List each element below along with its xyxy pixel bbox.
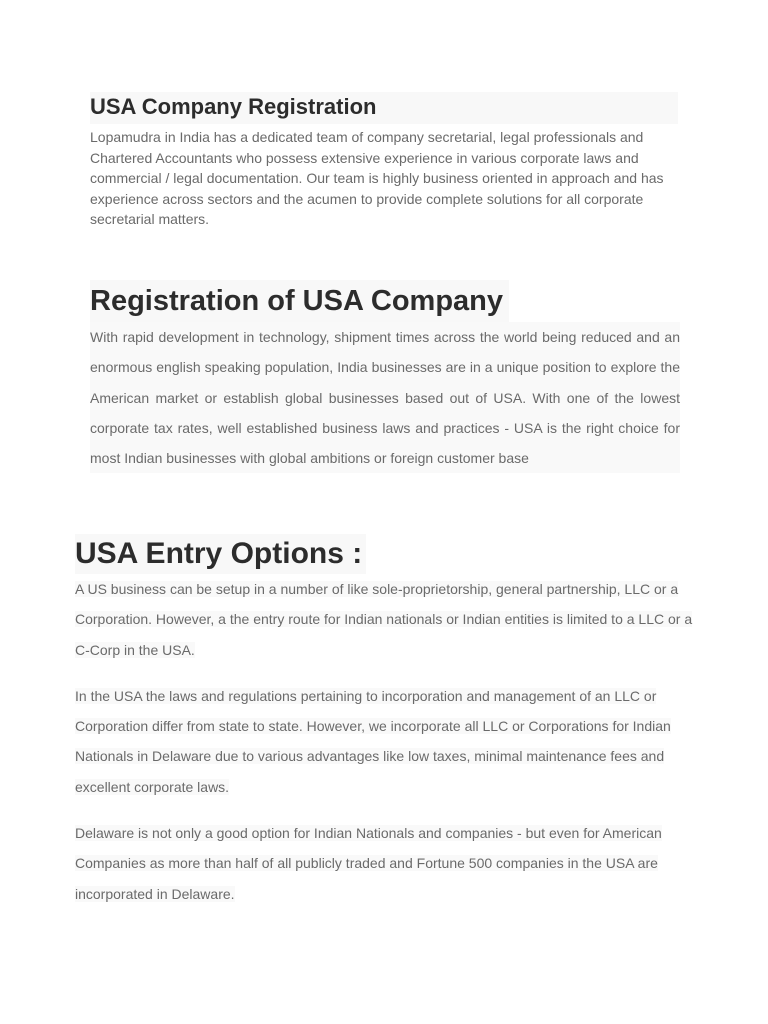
section-heading-company-registration: USA Company Registration <box>90 92 678 124</box>
section-heading-registration-of-usa-company: Registration of USA Company <box>90 280 509 322</box>
intro-section <box>90 92 678 230</box>
intro-paragraph: Lopamudra in India has a dedicated team of company secretarial, legal professionals and Chartered Accountants who possess extensive experience in various corporate laws and commercial / legal documentation. Our team is highly business oriented in approach and has experience across sectors and the acumen to provide complete solutions for all corporate secretarial matters. <box>90 129 664 227</box>
entry-paragraph-delaware <box>75 818 695 909</box>
section-heading-entry-options: USA Entry Options : <box>75 534 366 574</box>
entry-paragraph-state-laws <box>75 681 695 802</box>
registration-section <box>90 280 680 473</box>
entry-options-section <box>75 534 695 925</box>
registration-paragraph: With rapid development in technology, shipment times across the world being reduced and an enormous english speaking population, India businesses are in a unique position to explore the American market or establish global businesses based out of USA. With one of the lowest corporate tax rates, well established business laws and practices - USA is the right choice for most Indian businesses with global ambitions or foreign customer base <box>90 322 680 473</box>
entry-paragraph-business-setup <box>75 574 695 665</box>
entry-paragraph-delaware-text: Delaware is not only a good option for Indian Nationals and companies - but even for American Companies as more than half of all publicly traded and Fortune 500 companies in the USA are incorporated in Delaware. <box>75 825 662 902</box>
entry-paragraph-business-setup-text: A US business can be setup in a number of like sole-proprietorship, general partnership, LLC or a Corporation. However, a the entry route for Indian nationals or Indian entities is limited to a LLC or a C-Corp in the USA. <box>75 581 693 658</box>
entry-paragraph-state-laws-text: In the USA the laws and regulations pertaining to incorporation and management of an LLC or Corporation differ from state to state. However, we incorporate all LLC or Corporations for Indian Nationals in Delaware due to various advantages like low taxes, minimal maintenance fees and excellent corporate laws. <box>75 687 671 795</box>
